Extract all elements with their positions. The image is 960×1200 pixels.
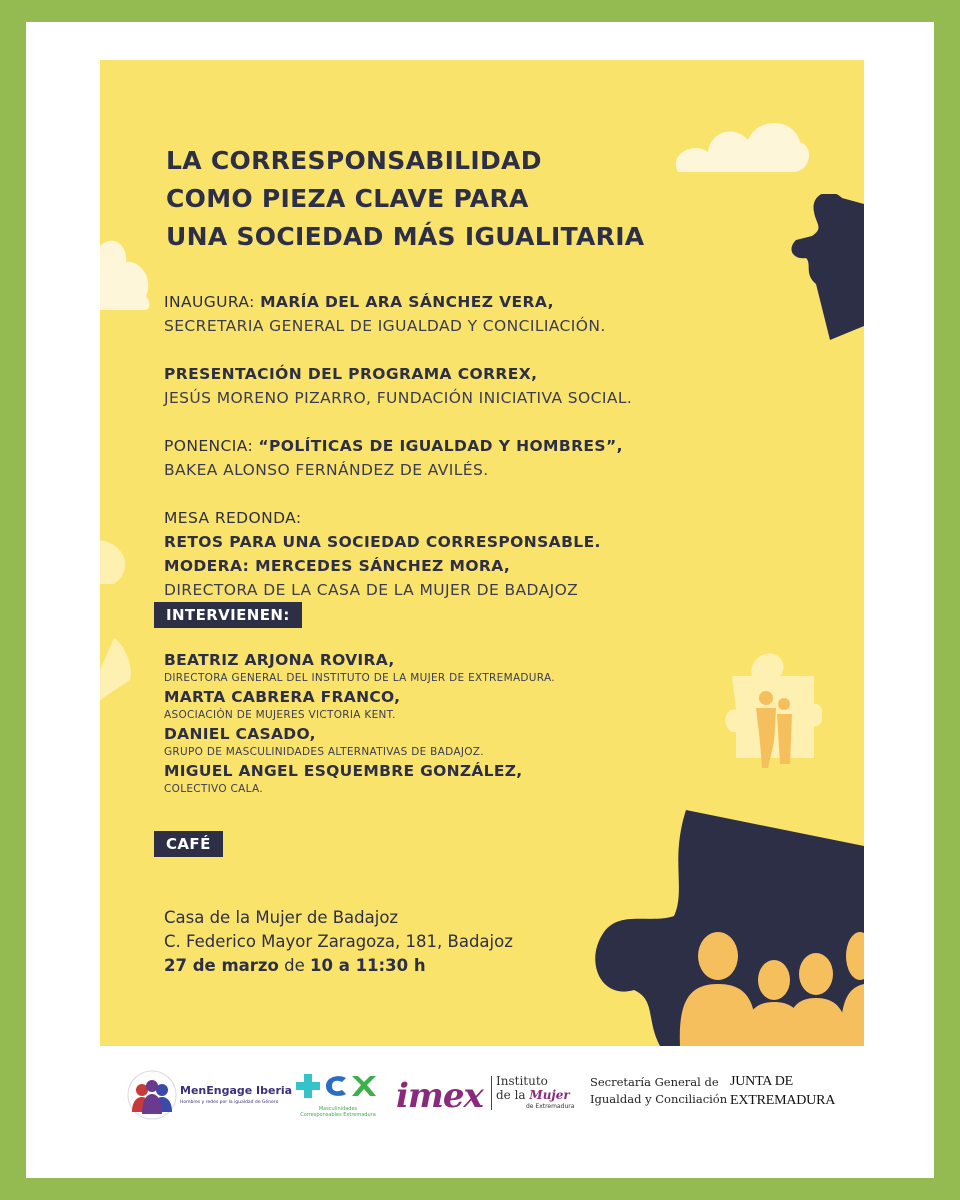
venue-datetime [164, 954, 513, 978]
panelist-name: DANIEL CASADO, [164, 725, 316, 743]
secretaria-line1: Secretaría General de [590, 1075, 719, 1089]
ponencia-title: “POLÍTICAS DE IGUALDAD Y HOMBRES”, [258, 437, 623, 455]
cloud-left-icon [100, 238, 154, 310]
cx-mark-icon [294, 1072, 378, 1102]
venue-address: C. Federico Mayor Zaragoza, 181, Badajoz [164, 932, 513, 951]
poster-title [166, 142, 766, 256]
menengage-people-icon [126, 1070, 178, 1120]
imex-line3: de Extremadura [526, 1103, 575, 1110]
event-date: 27 de marzo [164, 956, 279, 975]
panelist-item [164, 687, 555, 722]
title-line-2: COMO PIEZA CLAVE PARA [166, 184, 529, 213]
panelist-item [164, 650, 555, 685]
mesa-redonda-section [164, 506, 601, 602]
junta-logo [730, 1072, 840, 1116]
panelist-item [164, 724, 555, 759]
imex-line2 [496, 1088, 570, 1102]
panelist-role: ASOCIACIÓN DE MUJERES VICTORIA KENT. [164, 709, 396, 721]
imex-divider [491, 1076, 492, 1110]
intervienen-badge: INTERVIENEN: [154, 602, 302, 628]
people-silhouettes-icon [660, 920, 864, 1046]
faded-puzzle-left-icon [100, 540, 140, 740]
ponencia-label: PONENCIA: [164, 437, 259, 455]
junta-line1: JUNTA DE [730, 1074, 793, 1089]
mesa-moderator-role: DIRECTORA DE LA CASA DE LA MUJER DE BADAJOZ [164, 581, 579, 599]
junta-line2: EXTREMADURA [730, 1093, 836, 1108]
imex-line2-mujer: Mujer [529, 1088, 570, 1102]
title-line-3: UNA SOCIEDAD MÁS IGUALITARIA [166, 222, 645, 251]
imex-mark: imex [396, 1076, 483, 1116]
panelist-item [164, 761, 555, 796]
ponencia-speaker: BAKEA ALONSO FERNÁNDEZ DE AVILÉS. [164, 461, 489, 479]
venue-name: Casa de la Mujer de Badajoz [164, 908, 399, 927]
title-line-1: LA CORRESPONSABILIDAD [166, 146, 542, 175]
imex-line1: Instituto [496, 1074, 548, 1088]
panelist-name: BEATRIZ ARJONA ROVIRA, [164, 651, 395, 669]
inaugura-role: SECRETARIA GENERAL DE IGUALDAD Y CONCILIACIÓN. [164, 317, 606, 335]
cx-tagline: Masculinidades Corresponsables Extremadura [300, 1106, 376, 1118]
inaugura-name: MARÍA DEL ARA SÁNCHEZ VERA, [260, 293, 554, 311]
secretaria-logo [590, 1074, 728, 1114]
cx-logo [294, 1072, 378, 1122]
ponencia-section [164, 434, 623, 482]
venue-info [164, 906, 513, 978]
mesa-topic: RETOS PARA UNA SOCIEDAD CORRESPONSABLE. [164, 533, 601, 551]
panelist-name: MARTA CABRERA FRANCO, [164, 688, 401, 706]
panelist-role: GRUPO DE MASCULINIDADES ALTERNATIVAS DE BADAJOZ. [164, 746, 484, 758]
event-time: 10 a 11:30 h [309, 956, 426, 975]
panelist-role: DIRECTORA GENERAL DEL INSTITUTO DE LA MUJER DE EXTREMADURA. [164, 672, 555, 684]
panelists-list [164, 650, 555, 796]
inaugura-section [164, 290, 606, 338]
inaugura-label: INAUGURA: [164, 293, 261, 311]
imex-logo [396, 1070, 580, 1120]
date-connector: de [278, 956, 310, 975]
presentacion-section [164, 362, 632, 410]
puzzle-piece-top-right-icon [790, 194, 864, 344]
presentacion-heading: PRESENTACIÓN DEL PROGRAMA CORREX, [164, 365, 538, 383]
imex-line2-prefix: de la [496, 1088, 530, 1102]
menengage-tagline: Hombres y redes por la igualdad de Género [180, 1100, 279, 1105]
menengage-logo [126, 1070, 293, 1120]
cafe-badge: CAFÉ [154, 831, 223, 857]
secretaria-line2: Igualdad y Conciliación [590, 1092, 728, 1106]
sponsor-logos [100, 1062, 864, 1142]
cx-mark [294, 1072, 295, 1073]
panelist-role: COLECTIVO CALA. [164, 783, 263, 795]
puzzle-family-icon [722, 646, 822, 772]
event-poster [100, 60, 864, 1046]
mesa-moderator: MODERA: MERCEDES SÁNCHEZ MORA, [164, 557, 511, 575]
mesa-label: MESA REDONDA: [164, 509, 302, 527]
presentacion-detail: JESÚS MORENO PIZARRO, FUNDACIÓN INICIATIVA SOCIAL. [164, 389, 633, 407]
menengage-name: MenEngage Iberia [180, 1084, 293, 1097]
panelist-name: MIGUEL ANGEL ESQUEMBRE GONZÁLEZ, [164, 762, 523, 780]
